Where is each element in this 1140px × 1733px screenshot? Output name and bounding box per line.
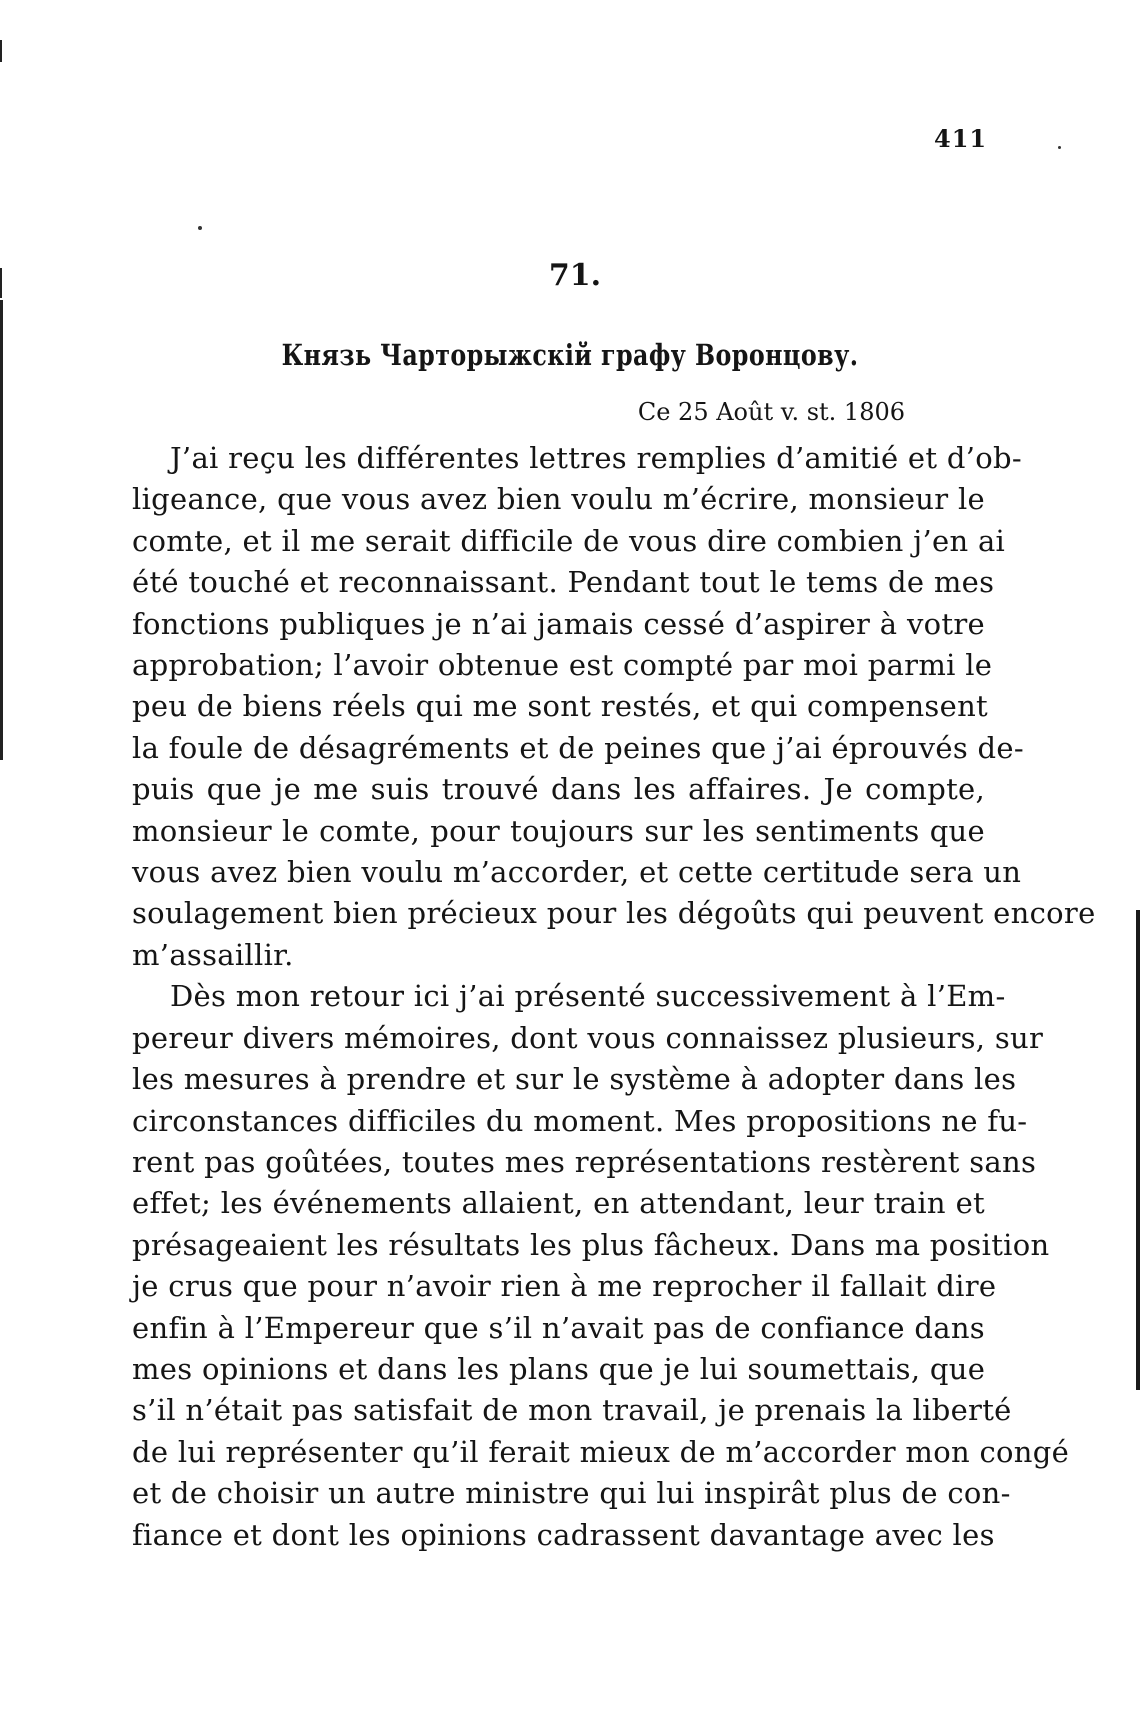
text-line: fiance et dont les opinions cadrassent davantage avec les [132, 1517, 995, 1552]
text-line: rent pas goûtées, toutes mes représentations restèrent sans [132, 1144, 1037, 1179]
text-line: enfin à l’Empereur que s’il n’avait pas de confiance dans [132, 1310, 985, 1345]
letter-date: Ce 25 Août v. st. 1806 [637, 398, 905, 426]
text-line: ligeance, que vous avez bien voulu m’écrire, monsieur le [132, 482, 985, 517]
text-line: puis que je me suis trouvé dans les affaires. Je compte, [132, 772, 985, 807]
text-line: circonstances difficiles du moment. Mes propositions ne fu- [132, 1103, 1028, 1138]
scan-edge-mark [1136, 910, 1140, 1390]
text-line: monsieur le comte, pour toujours sur les sentiments que [132, 813, 985, 848]
paragraph [132, 438, 1096, 976]
text-line: effet; les événements allaient, en attendant, leur train et [132, 1186, 985, 1221]
text-line: approbation; l’avoir obtenue est compté par moi parmi le [132, 648, 993, 683]
text-line: je crus que pour n’avoir rien à me reprocher il fallait dire [132, 1269, 997, 1304]
text-line: la foule de désagréments et de peines que j’ai éprouvés de- [132, 730, 1024, 765]
scan-edge-mark [0, 40, 2, 62]
letter-body [132, 438, 1096, 1556]
text-line: fonctions publiques je n’ai jamais cessé d’aspirer à votre [132, 606, 985, 641]
text-line: comte, et il me serait difficile de vous dire combien j’en ai [132, 523, 1006, 558]
page-number: 411 [934, 124, 988, 153]
text-line: vous avez bien voulu m’accorder, et cette certitude sera un [132, 855, 1022, 890]
paragraph [132, 976, 1070, 1556]
scan-speck [198, 226, 202, 230]
text-line: et de choisir un autre ministre qui lui inspirât plus de con- [132, 1476, 1011, 1511]
text-line: peu de biens réels qui me sont restés, et qui compensent [132, 689, 989, 724]
text-line: m’assaillir. [132, 937, 294, 972]
text-line: s’il n’était pas satisfait de mon travail, je prenais la liberté [132, 1393, 1012, 1428]
scan-edge-mark [0, 300, 3, 760]
text-line: J’ai reçu les différentes lettres remplies d’amitié et d’ob- [170, 441, 1022, 475]
letter-number: 71. [548, 258, 602, 293]
text-line: présageaient les résultats les plus fâcheux. Dans ma position [132, 1227, 1050, 1262]
text-line: de lui représenter qu’il ferait mieux de m’accorder mon congé [132, 1434, 1070, 1469]
scan-speck [1058, 146, 1061, 149]
text-line: les mesures à prendre et sur le système à adopter dans les [132, 1062, 1017, 1097]
text-line: mes opinions et dans les plans que je lui soumettais, que [132, 1351, 986, 1386]
text-line: pereur divers mémoires, dont vous connaissez plusieurs, sur [132, 1020, 1044, 1055]
text-line: Dès mon retour ici j’ai présenté successivement à l’Em- [170, 979, 1006, 1014]
text-line: été touché et reconnaissant. Pendant tout le tems de mes [132, 565, 995, 600]
letter-heading: Князь Чарторыжскій графу Воронцову. [281, 338, 859, 372]
text-line: soulagement bien précieux pour les dégoûts qui peuvent encore [132, 896, 1096, 931]
